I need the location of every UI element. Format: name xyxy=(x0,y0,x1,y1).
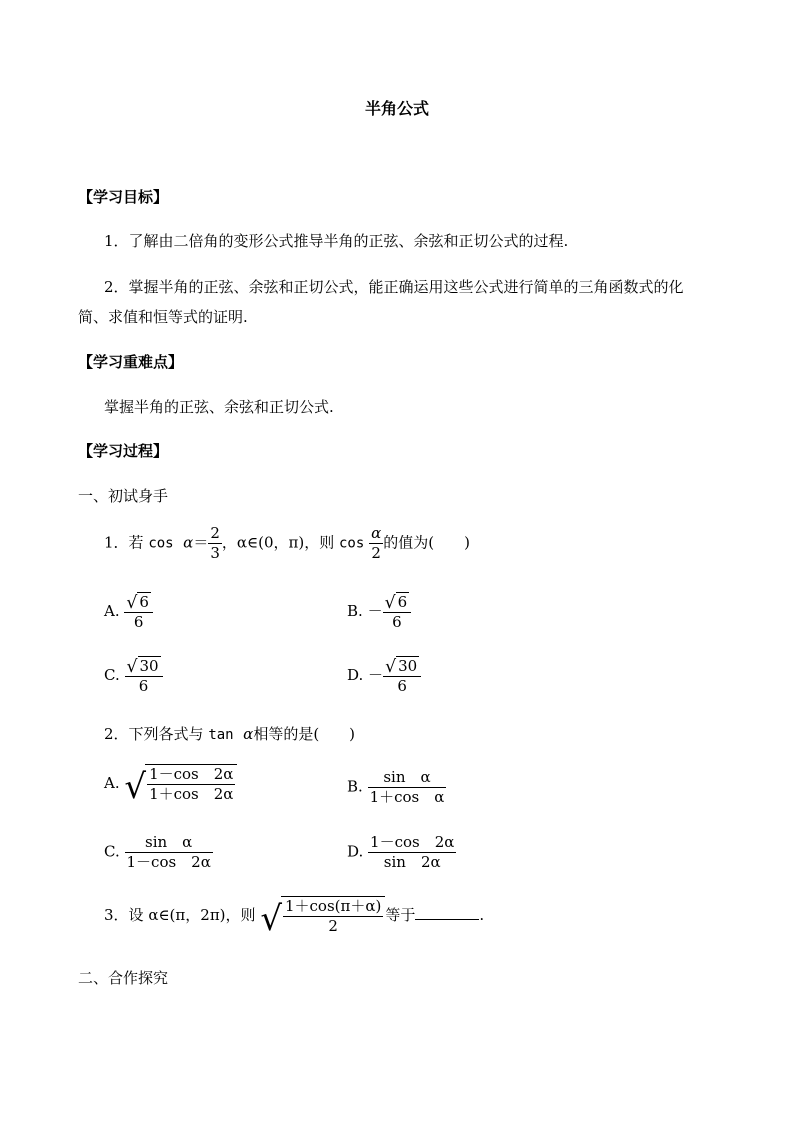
goal-item-2-line1: 2．掌握半角的正弦、余弦和正切公式，能正确运用这些公式进行简单的三角函数式的化 xyxy=(104,278,684,296)
q2-option-a: A. √ $\frac{1-\cos 2\alpha}{1+\cos 2\alpha}$ xyxy=(104,764,237,804)
key-points-text: 掌握半角的正弦、余弦和正切公式. xyxy=(104,398,334,416)
page-title: 半角公式 xyxy=(364,99,429,118)
heading-key-points: 【学习重难点】 xyxy=(78,353,184,371)
answer-blank[interactable] xyxy=(415,919,479,920)
question-2: 2．下列各式与 tan α相等的是( ) xyxy=(104,725,356,743)
q1-option-d: D. － √ 30 6 xyxy=(347,656,421,696)
sqrt-symbol: √ 30 xyxy=(126,656,159,677)
part-2-title: 二、合作探究 xyxy=(78,969,169,987)
q1-option-c: C. √ 30 6 xyxy=(104,656,163,696)
goal-item-1: 1．了解由二倍角的变形公式推导半角的正弦、余弦和正切公式的过程. xyxy=(104,232,569,250)
question-3: 3．设 α∈(π，2π)，则 √ $\frac{1+\cos(\pi+\alpha)}{2}$ 等于 . xyxy=(104,897,485,939)
sqrt-symbol: √ 6 xyxy=(384,592,408,613)
sqrt-symbol: √ 6 xyxy=(126,592,149,613)
sqrt-symbol: √ $\frac{1-\cos 2\alpha}{1+\cos 2\alpha}$ xyxy=(124,764,237,804)
q2-option-d: D. $\frac{1-\cos 2\alpha}{\sin 2\alpha}$ xyxy=(347,833,455,871)
part-1-title: 一、初试身手 xyxy=(78,487,169,505)
heading-learning-goals: 【学习目标】 xyxy=(78,188,169,206)
fraction-half-alpha: $\frac{\alpha}{2}$ xyxy=(371,524,382,562)
q1-option-b: B. － √ 6 6 xyxy=(347,592,411,632)
goal-item-2-line2: 简、求值和恒等式的证明. xyxy=(78,308,248,326)
q2-option-c: C. $\frac{\text{sin α}}{1-\cos 2\alpha}$ xyxy=(104,833,211,871)
q1-option-a: A. √ 6 6 xyxy=(104,592,153,632)
sqrt-symbol: √ 30 xyxy=(385,656,418,677)
question-1: 1．若 cos α＝ $\frac{2}{3}$ ，α∈(0，π)，则 cos $\frac{\alpha}{2}$ 的值为( ) xyxy=(104,524,470,562)
sqrt-symbol: √ $\frac{1+\cos(\pi+\alpha)}{2}$ xyxy=(260,896,385,936)
fraction-two-thirds: $\frac{2}{3}$ xyxy=(210,524,220,562)
q2-option-b: B. $\frac{\text{sin α}}{\text{1＋cos α}}$ xyxy=(347,768,445,806)
heading-learning-process: 【学习过程】 xyxy=(78,442,169,460)
